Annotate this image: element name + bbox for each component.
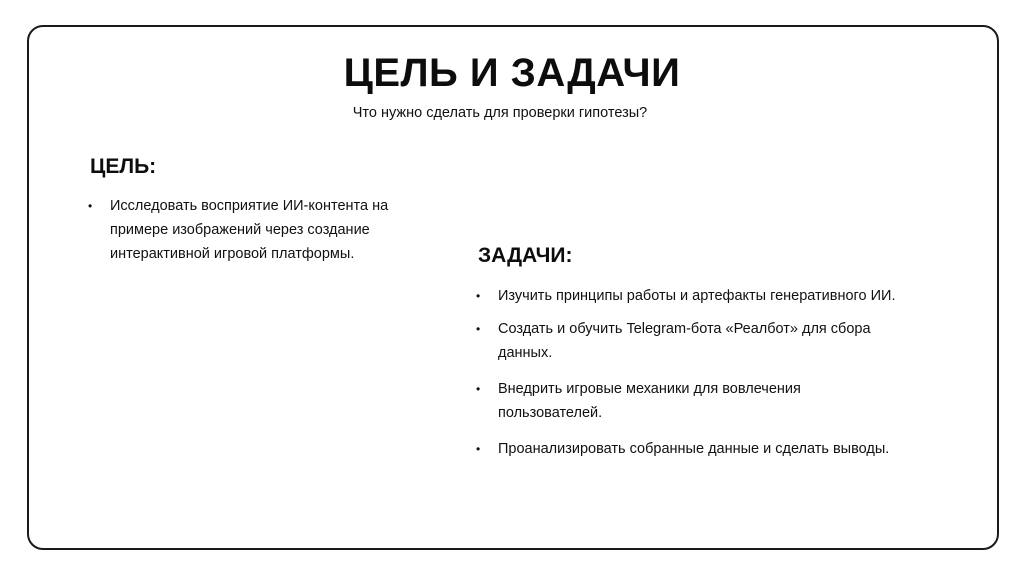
task-item-text: Создать и обучить Telegram-бота «Реалбот» для сбора данных. [498, 321, 871, 361]
goal-list [88, 194, 418, 266]
task-item-text: Проанализировать собранные данные и сделать выводы. [498, 441, 890, 457]
bullet-icon: • [476, 322, 481, 336]
bullet-icon: • [476, 382, 481, 396]
bullet-icon: • [476, 442, 481, 456]
task-item-text: Изучить принципы работы и артефакты генеративного ИИ. [498, 288, 896, 304]
task-item-text: Внедрить игровые механики для вовлечения пользователей. [498, 381, 801, 421]
goal-list-item [88, 194, 418, 266]
tasks-list [476, 284, 916, 470]
task-list-item [476, 284, 916, 308]
goal-item-text: Исследовать восприятие ИИ-контента на примере изображений через создание интерактивной игровой платформы. [110, 198, 389, 262]
tasks-heading: ЗАДАЧИ: [478, 244, 573, 267]
task-list-item [476, 317, 898, 365]
bullet-icon: • [476, 289, 481, 303]
slide-subtitle: Что нужно сделать для проверки гипотезы? [352, 105, 648, 121]
task-list-item [476, 377, 858, 425]
task-list-item [476, 437, 916, 461]
bullet-icon: • [88, 199, 93, 213]
goal-heading: ЦЕЛЬ: [90, 155, 157, 178]
slide-title: ЦЕЛЬ И ЗАДАЧИ [343, 51, 681, 95]
